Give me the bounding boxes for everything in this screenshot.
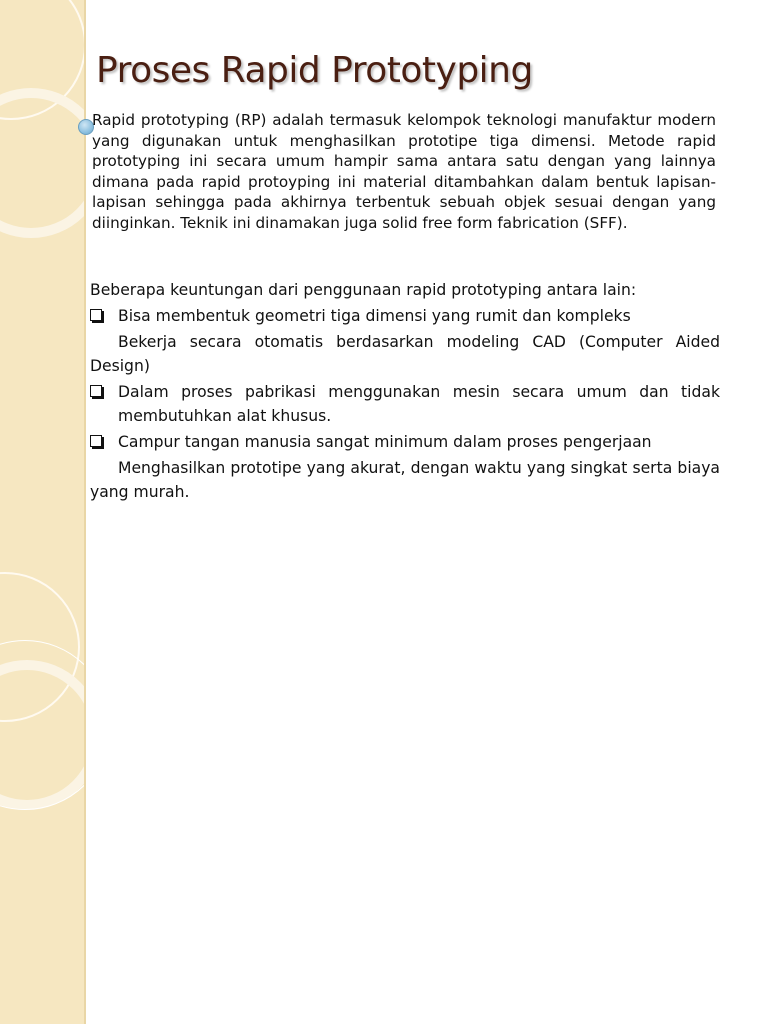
decorative-left-band	[0, 0, 84, 1024]
advantage-text: Bekerja secara otomatis berdasarkan modeling CAD (Computer Aided Design)	[90, 333, 720, 375]
advantage-item	[90, 304, 720, 328]
advantage-item	[90, 430, 720, 454]
advantages-section	[90, 278, 720, 506]
advantages-lead: Beberapa keuntungan dari penggunaan rapid prototyping antara lain:	[90, 281, 637, 299]
checkbox-bullet-icon	[90, 435, 102, 447]
advantage-text: Campur tangan manusia sangat minimum dalam proses pengerjaan	[118, 433, 652, 451]
advantage-text: Dalam proses pabrikasi menggunakan mesin secara umum dan tidak membutuhkan alat khusus.	[118, 383, 720, 425]
checkbox-bullet-icon	[90, 385, 102, 397]
intro-paragraph: Rapid prototyping (RP) adalah termasuk kelompok teknologi manufaktur modern yang digunakan untuk menghasilkan prototipe tiga dimensi. Metode rapid prototyping ini secara umum hampir sama antara satu dengan yang lainnya dimana pada rapid protoyping ini material ditambahkan dalam bentuk lapisan-lapisan sehingga pada akhirnya terbentuk sebuah objek sesuai dengan yang diinginkan. Teknik ini dinamakan juga solid free form fabrication (SFF).	[92, 111, 716, 232]
advantage-item	[90, 330, 720, 378]
checkbox-bullet-icon	[90, 309, 102, 321]
advantage-text: Menghasilkan prototipe yang akurat, dengan waktu yang singkat serta biaya yang murah.	[90, 459, 720, 501]
advantage-item	[90, 456, 720, 504]
slide-title: Proses Rapid Prototyping	[96, 50, 533, 91]
left-band-edge	[84, 0, 86, 1024]
decorative-ring	[0, 640, 84, 810]
decorative-ring	[0, 88, 84, 238]
advantage-item	[90, 380, 720, 428]
advantage-text: Bisa membentuk geometri tiga dimensi yang rumit dan kompleks	[118, 307, 631, 325]
